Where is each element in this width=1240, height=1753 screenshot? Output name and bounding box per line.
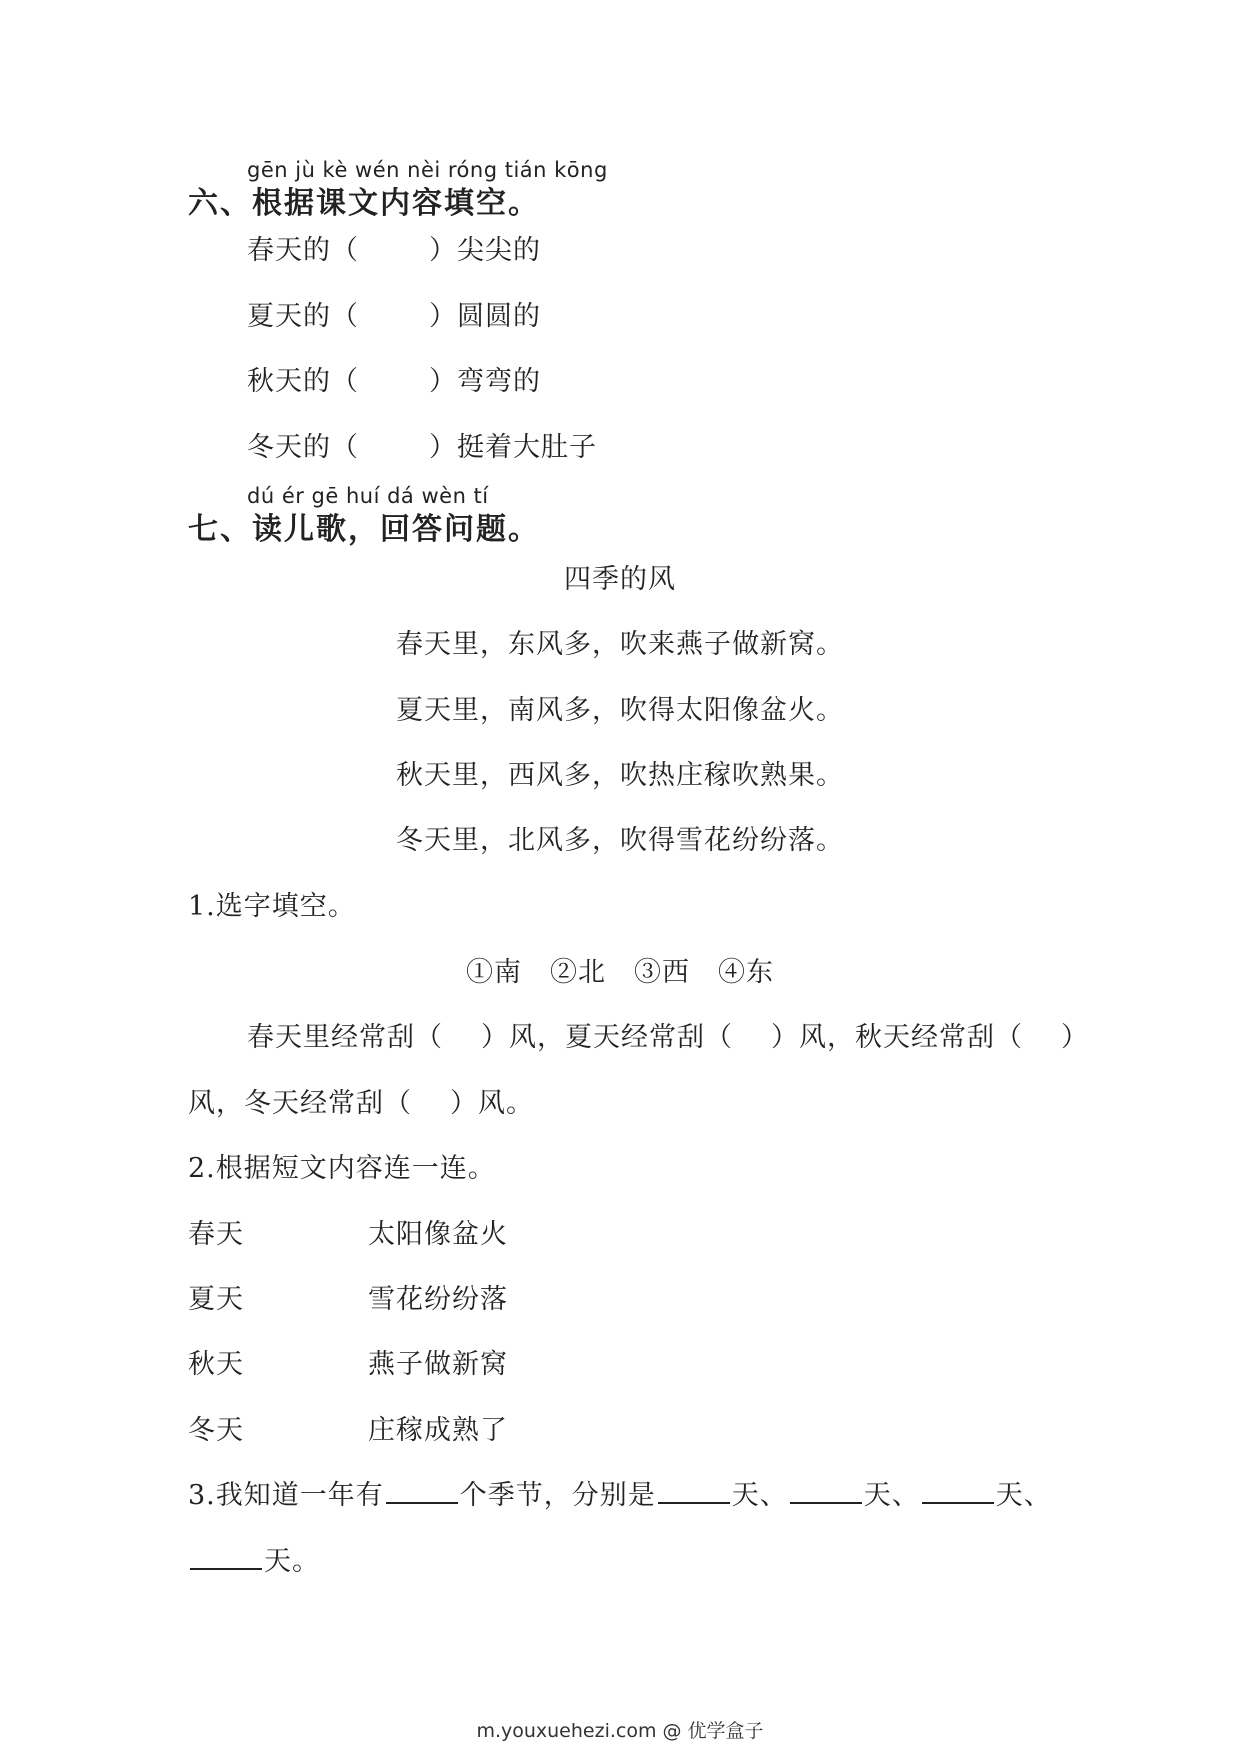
- poem-line: 冬天里，北风多，吹得雪花纷纷落。: [396, 825, 844, 856]
- q3-text: 3.我知道一年有: [188, 1480, 384, 1511]
- q3-text: 天、: [995, 1480, 1052, 1511]
- q3-blank[interactable]: [386, 1476, 458, 1504]
- q3-line1: [188, 1473, 1052, 1512]
- q2-label: 2.根据短文内容连一连。: [188, 1153, 496, 1184]
- q1-label: 1.选字填空。: [188, 891, 356, 922]
- fill-item-summer: [247, 294, 541, 333]
- footer-watermark: m.youxuehezi.com @ 优学盒子: [476, 1720, 764, 1742]
- match-left-item[interactable]: 春天: [188, 1219, 244, 1250]
- fill-item-prefix: 秋天的（: [247, 366, 359, 397]
- section7-pinyin: dú ér gē huí dá wèn tí: [247, 484, 489, 508]
- match-left-item[interactable]: 秋天: [188, 1349, 244, 1380]
- fill-item-prefix: 夏天的（: [247, 301, 359, 332]
- match-right-item[interactable]: 燕子做新窝: [368, 1349, 508, 1380]
- fill-item-prefix: 春天的（: [247, 235, 359, 266]
- q3-text: 个季节，分别是: [459, 1480, 656, 1511]
- q1-text: ）风。: [450, 1088, 534, 1119]
- fill-item-suffix: ）弯弯的: [429, 366, 541, 397]
- fill-item-spring: [247, 228, 541, 267]
- match-right-item[interactable]: 太阳像盆火: [368, 1219, 508, 1250]
- q1-text: ）风，夏天经常刮（: [481, 1022, 733, 1053]
- match-left-item[interactable]: 夏天: [188, 1284, 244, 1315]
- section6-pinyin: gēn jù kè wén nèi róng tián kōng: [247, 158, 608, 182]
- q1-text: ）风，秋天经常刮（: [771, 1022, 1023, 1053]
- poem-line: 秋天里，西风多，吹热庄稼吹熟果。: [396, 760, 844, 791]
- q3-text: 天、: [731, 1480, 788, 1511]
- q3-blank[interactable]: [190, 1542, 262, 1570]
- q3-text: 天。: [264, 1546, 320, 1577]
- q1-options: ①南 ②北 ③西 ④东: [466, 957, 774, 988]
- q1-text: ）: [1061, 1022, 1089, 1053]
- fill-item-suffix: ）挺着大肚子: [429, 432, 597, 463]
- fill-item-suffix: ）圆圆的: [429, 301, 541, 332]
- match-left-item[interactable]: 冬天: [188, 1415, 244, 1446]
- poem-line: 春天里，东风多，吹来燕子做新窝。: [396, 629, 844, 660]
- fill-item-winter: [247, 425, 597, 464]
- section7-title: 七、读儿歌，回答问题。: [188, 512, 540, 547]
- q3-text: 天、: [863, 1480, 920, 1511]
- match-right-item[interactable]: 雪花纷纷落: [368, 1284, 508, 1315]
- fill-item-suffix: ）尖尖的: [429, 235, 541, 266]
- q3-blank[interactable]: [922, 1476, 994, 1504]
- poem-title: 四季的风: [564, 564, 676, 595]
- q3-blank[interactable]: [658, 1476, 730, 1504]
- q1-text: 春天里经常刮（: [247, 1022, 443, 1053]
- q1-line1: [247, 1015, 1089, 1054]
- section6-title: 六、根据课文内容填空。: [188, 186, 540, 221]
- poem-line: 夏天里，南风多，吹得太阳像盆火。: [396, 695, 844, 726]
- fill-item-autumn: [247, 359, 541, 398]
- fill-item-prefix: 冬天的（: [247, 432, 359, 463]
- match-right-item[interactable]: 庄稼成熟了: [368, 1415, 508, 1446]
- q1-line2: [188, 1081, 534, 1120]
- q3-line2: [188, 1539, 320, 1578]
- q1-text: 风，冬天经常刮（: [188, 1088, 412, 1119]
- q3-blank[interactable]: [790, 1476, 862, 1504]
